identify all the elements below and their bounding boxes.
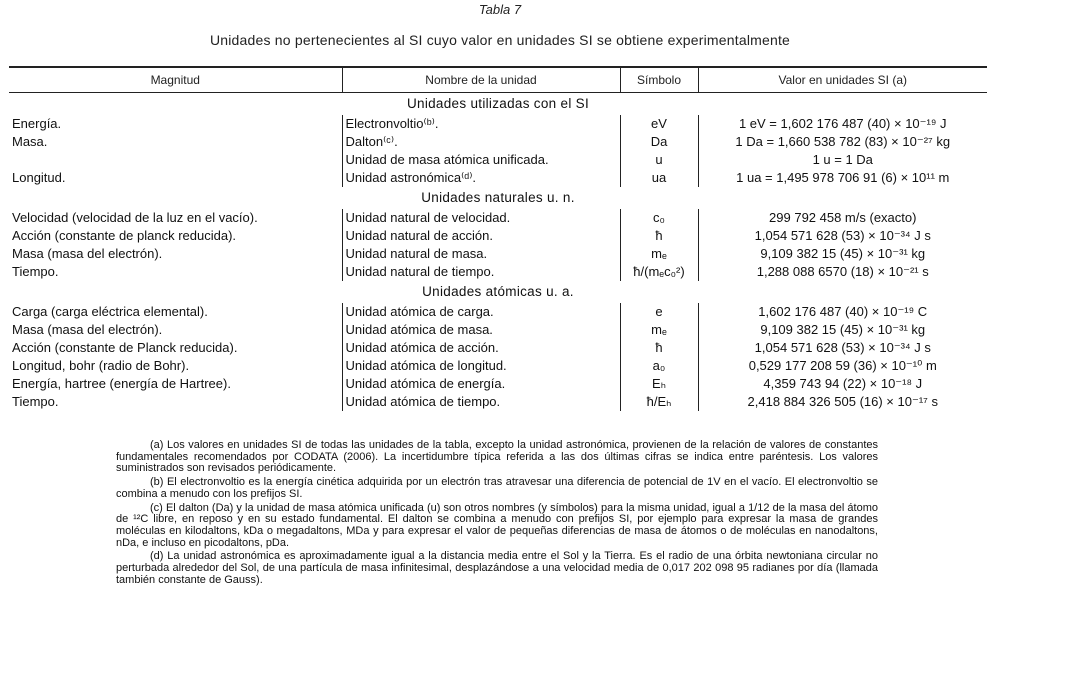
cell-valor: 0,529 177 208 59 (36) × 10⁻¹⁰ m: [698, 357, 987, 375]
table-row: [9, 209, 987, 227]
cell-valor: 9,109 382 15 (45) × 10⁻³¹ kg: [698, 321, 987, 339]
cell-valor: 1,602 176 487 (40) × 10⁻¹⁹ C: [698, 303, 987, 321]
cell-magnitud: [9, 151, 342, 169]
cell-nombre: Unidad atómica de energía.: [342, 375, 620, 393]
cell-magnitud: Energía.: [12, 116, 62, 131]
cell-valor: 2,418 884 326 505 (16) × 10⁻¹⁷ s: [698, 393, 987, 411]
table-row: [9, 375, 987, 393]
cell-magnitud: Masa.: [12, 134, 48, 149]
cell-valor: 1 Da = 1,660 538 782 (83) × 10⁻²⁷ kg: [698, 133, 987, 151]
cell-magnitud: Energía, hartree (energía de Hartree).: [12, 376, 231, 391]
cell-valor: 4,359 743 94 (22) × 10⁻¹⁸ J: [698, 375, 987, 393]
section-title-row: [9, 187, 987, 209]
cell-nombre: Unidad atómica de carga.: [342, 303, 620, 321]
table-row: [9, 339, 987, 357]
cell-magnitud: Acción (constante de planck reducida).: [12, 228, 237, 243]
table-row: [9, 303, 987, 321]
cell-nombre: Unidad natural de masa.: [342, 245, 620, 263]
cell-nombre: Unidad de masa atómica unificada.: [342, 151, 620, 169]
cell-simbolo: Eₕ: [620, 375, 698, 393]
table-subtitle: Unidades no pertenecientes al SI cuyo valor en unidades SI se obtiene experimentalmente: [209, 32, 791, 48]
cell-valor: 299 792 458 m/s (exacto): [698, 209, 987, 227]
cell-nombre: Unidad atómica de tiempo.: [342, 393, 620, 411]
cell-simbolo: u: [620, 151, 698, 169]
section-title: Unidades utilizadas con el SI: [406, 96, 590, 111]
cell-valor: 1,054 571 628 (53) × 10⁻³⁴ J s: [698, 227, 987, 245]
cell-magnitud: Masa (masa del electrón).: [12, 246, 163, 261]
cell-magnitud: Velocidad (velocidad de la luz en el vacío).: [12, 210, 258, 225]
header-valor: Valor en unidades SI (a): [698, 67, 987, 93]
cell-simbolo: ua: [620, 169, 698, 187]
cell-nombre: Unidad atómica de acción.: [342, 339, 620, 357]
cell-simbolo: mₑ: [620, 321, 698, 339]
table-row: [9, 227, 987, 245]
table-row: [9, 393, 987, 411]
table-row: [9, 151, 987, 169]
cell-simbolo: eV: [620, 115, 698, 133]
footnote-c: (c) El dalton (Da) y la unidad de masa atómica unificada (u) son otros nombres (y símbolos) para la misma unidad, igual a 1/12 de la masa del átomo de ¹²C libre, en reposo y en su estado fundamental. El dalton se combina a menudo con prefijos SI, por ejemplo para expresar la masa de grandes moléculas en kilodaltons, kDa o megadaltons, MDa y para expresar el valor de pequeñas diferencias de masa de átomos o de moléculas en nanodaltons, nDa, e incluso en picodaltons, pDa.: [116, 501, 878, 549]
cell-magnitud: Tiempo.: [12, 394, 59, 409]
cell-magnitud: Longitud.: [12, 170, 66, 185]
cell-magnitud: Masa (masa del electrón).: [12, 322, 163, 337]
cell-simbolo: ħ/(mₑc₀²): [620, 263, 698, 281]
cell-magnitud: Acción (constante de Planck reducida).: [12, 340, 238, 355]
footnote-d: (d) La unidad astronómica es aproximadamente igual a la distancia media entre el Sol y la Tierra. Es el radio de una órbita newtoniana circular no perturbada alrededor del Sol, de una partícula de masa infinitesimal, desplazándose a una velocidad media de 0,017 202 098 95 radianes por día (llamada también constante de Gauss).: [116, 550, 878, 586]
cell-nombre: Unidad natural de tiempo.: [342, 263, 620, 281]
table-row: [9, 133, 987, 151]
table-row: [9, 115, 987, 133]
section-title: Unidades atómicas u. a.: [422, 284, 574, 299]
table-footnotes: [116, 440, 878, 588]
cell-valor: 9,109 382 15 (45) × 10⁻³¹ kg: [698, 245, 987, 263]
cell-simbolo: ħ: [620, 339, 698, 357]
table-caption: Tabla 7: [478, 2, 522, 17]
cell-nombre: Unidad atómica de longitud.: [342, 357, 620, 375]
cell-simbolo: ħ: [620, 227, 698, 245]
cell-simbolo: c₀: [620, 209, 698, 227]
table-row: [9, 357, 987, 375]
cell-valor: 1 ua = 1,495 978 706 91 (6) × 10¹¹ m: [698, 169, 987, 187]
cell-simbolo: Da: [620, 133, 698, 151]
cell-nombre: Unidad atómica de masa.: [342, 321, 620, 339]
cell-valor: 1,054 571 628 (53) × 10⁻³⁴ J s: [698, 339, 987, 357]
footnote-a: (a) Los valores en unidades SI de todas las unidades de la tabla, excepto la unidad astronómica, provienen de la relación de valores de constantes fundamentales recomendados por CODATA (2006). La incertidumbre típica referida a las dos últimas cifras se indica entre paréntesis. Los valores suministrados son revisados periódicamente.: [116, 439, 878, 475]
units-table: [9, 66, 987, 411]
header-simbolo: Símbolo: [620, 67, 698, 93]
section-title-row: [9, 281, 987, 303]
cell-nombre: Electronvoltio⁽ᵇ⁾.: [342, 115, 620, 133]
cell-simbolo: mₑ: [620, 245, 698, 263]
cell-valor: 1,288 088 6570 (18) × 10⁻²¹ s: [698, 263, 987, 281]
cell-simbolo: a₀: [620, 357, 698, 375]
cell-nombre: Unidad natural de acción.: [342, 227, 620, 245]
header-magnitud: Magnitud: [9, 67, 342, 93]
section-title: Unidades naturales u. n.: [421, 190, 575, 205]
section-title-row: [9, 93, 987, 116]
cell-valor: 1 u = 1 Da: [698, 151, 987, 169]
cell-nombre: Unidad natural de velocidad.: [342, 209, 620, 227]
cell-nombre: Unidad astronómica⁽ᵈ⁾.: [342, 169, 620, 187]
footnote-b: (b) El electronvoltio es la energía cinética adquirida por un electrón tras atravesar una diferencia de potencial de 1V en el vacío. El electronvoltio se combina a menudo con los prefijos SI.: [116, 476, 878, 500]
cell-simbolo: e: [620, 303, 698, 321]
header-nombre: Nombre de la unidad: [342, 67, 620, 93]
table-row: [9, 169, 987, 187]
table-row: [9, 321, 987, 339]
table-row: [9, 245, 987, 263]
table-row: [9, 263, 987, 281]
cell-magnitud: Tiempo.: [12, 264, 59, 279]
cell-simbolo: ħ/Eₕ: [620, 393, 698, 411]
table-header-row: [9, 67, 987, 93]
cell-magnitud: Carga (carga eléctrica elemental).: [12, 304, 208, 319]
cell-valor: 1 eV = 1,602 176 487 (40) × 10⁻¹⁹ J: [698, 115, 987, 133]
cell-nombre: Dalton⁽ᶜ⁾.: [342, 133, 620, 151]
cell-magnitud: Longitud, bohr (radio de Bohr).: [12, 358, 190, 373]
